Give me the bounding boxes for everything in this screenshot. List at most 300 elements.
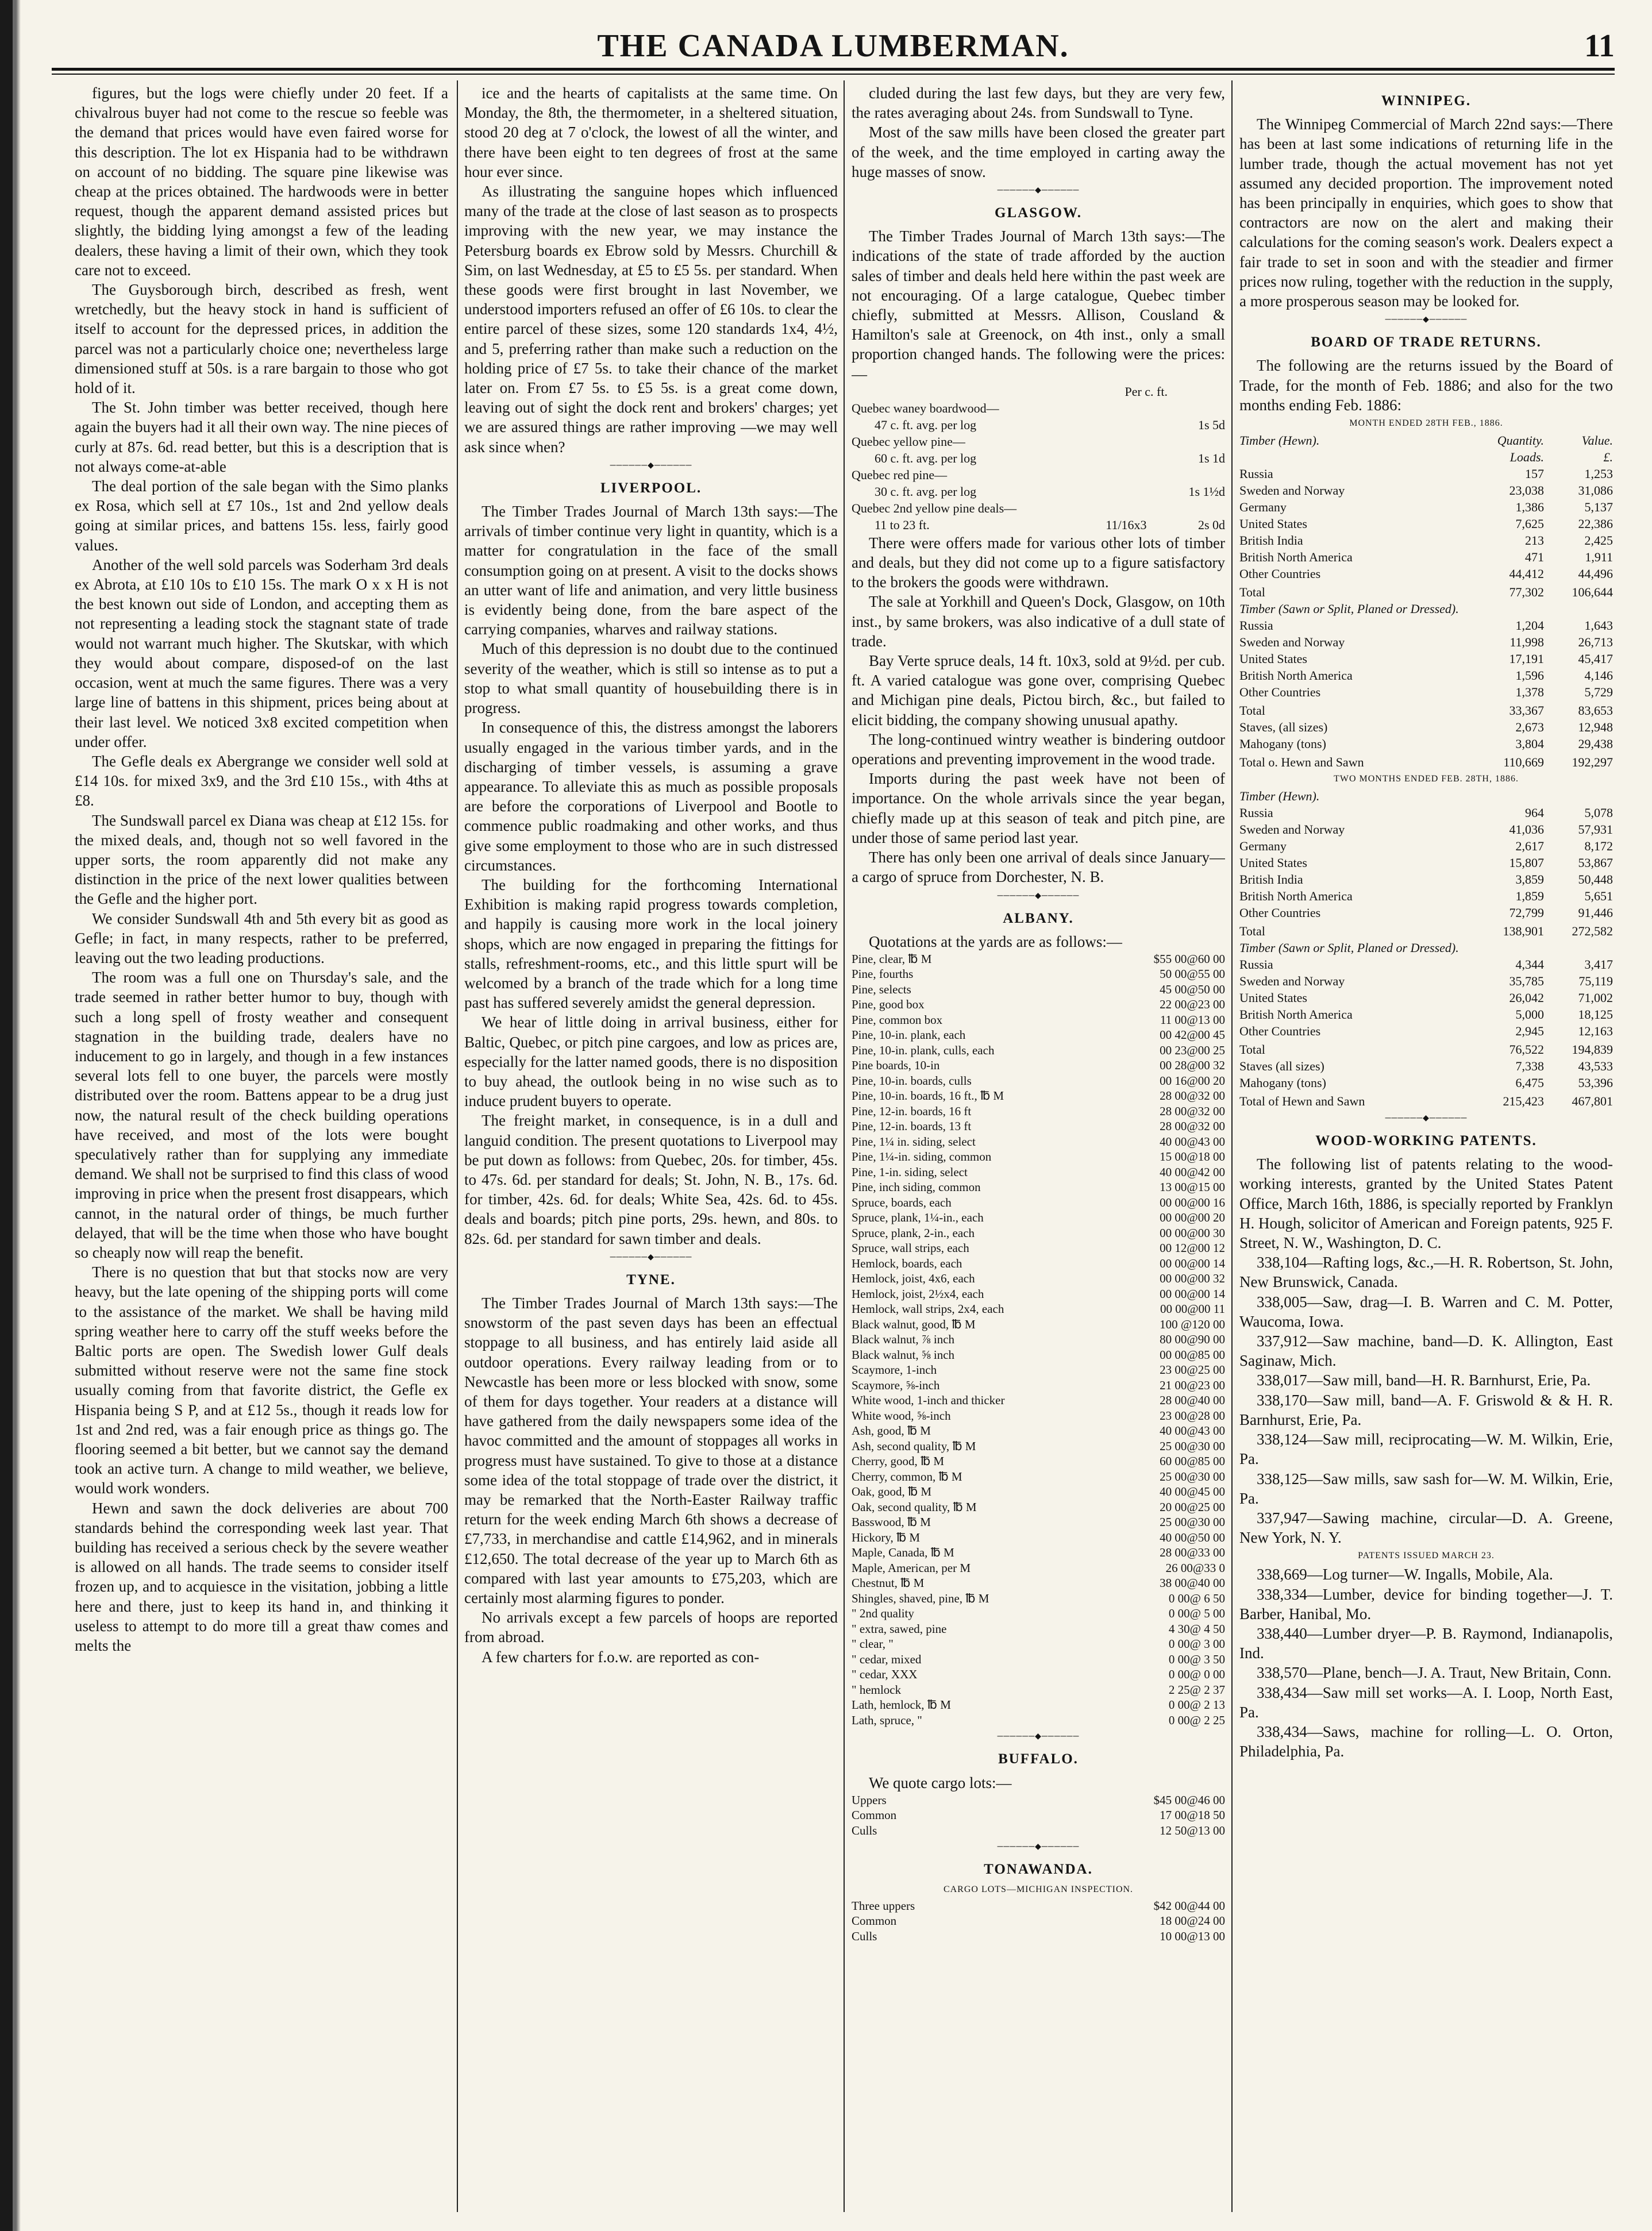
- table-cell: Other Countries: [1239, 1024, 1321, 1039]
- table-row: [1239, 821, 1613, 838]
- table-cell: £.: [1603, 450, 1613, 465]
- paragraph: There is no question that but that stocks now are very heavy, but the late opening of the shipping ports will come to the assistance of the market. We shall be having mild spring weather here to carry off the stuff weeks before the Baltic ports are open. The Swedish lower Gulf deals submitted without reserve were not the same fine stock usually coming from that favorite district, the Gefle ex Hispania being S P, and at £12 5s., though it reads low for 1st and 2nd red, was a fair enough price as things go. The flooring seemed a bit better, but we cannot say the demand took an active turn. A change to mild weather, we believe, would work wonders.: [75, 1263, 448, 1497]
- table-cell: Cherry, common, ℔ M: [852, 1469, 962, 1484]
- table-cell: 157: [1525, 467, 1544, 481]
- table-cell: Total: [1239, 703, 1265, 718]
- table-cell: 0 00@ 5 00: [1168, 1606, 1225, 1621]
- table-cell: 1,204: [1515, 618, 1544, 633]
- table-cell: 0 00@ 0 00: [1168, 1667, 1225, 1682]
- table-row: [1239, 956, 1613, 973]
- paragraph: We hear of little doing in arrival business, either for Baltic, Quebec, or pitch pine cargoes, and low as prices are, especially for the latter named goods, there is no disposition to buy ahead, the outlook being in no wise such as to induce prudent buyers to operate.: [464, 1014, 838, 1110]
- tyne-article: [464, 1293, 838, 1667]
- section-divider: ──────◆──────: [610, 1253, 692, 1262]
- table-cell: 194,839: [1572, 1042, 1613, 1057]
- table-row: [852, 1362, 1225, 1378]
- table-cell: 18 00@24 00: [1160, 1914, 1225, 1928]
- table-cell: 100 @120 00: [1160, 1317, 1225, 1331]
- table-row: [852, 1317, 1225, 1332]
- paragraph: No arrivals except a few parcels of hoops are reported from abroad.: [464, 1609, 838, 1646]
- table-row: [852, 1652, 1225, 1667]
- paragraph: The sale at Yorkhill and Queen's Dock, Glasgow, on 10th inst., by same brokers, was also indicative of a dull state of trade.: [852, 593, 1225, 650]
- paragraph: There were offers made for various other lots of timber and deals, but they did not come up to a figure satisfactory to the brokers the goods were withdrawn.: [852, 534, 1225, 591]
- masthead: [52, 28, 1615, 68]
- table-cell: 53,396: [1578, 1076, 1613, 1091]
- table-row: [852, 1484, 1225, 1500]
- board-of-trade-two-month-table: [1239, 788, 1613, 1109]
- table-cell: United States: [1239, 652, 1307, 666]
- table-cell: 28 00@40 00: [1160, 1393, 1225, 1408]
- two-months-heading: TWO MONTHS ENDED FEB. 28TH, 1886.: [1334, 774, 1519, 784]
- patents-intro: The following list of patents relating to the wood-working interests, granted by the United States Patent Office, March 16th, 1886, is specially reported by Franklyn H. Hough, solicitor of American and Foreign patents, 925 F. Street, N. W., Washington, D. C.: [1239, 1155, 1613, 1252]
- table-row: [1239, 871, 1613, 888]
- table-cell: Spruce, plank, 2-in., each: [852, 1226, 975, 1240]
- table-cell: Total o. Hewn and Sawn: [1239, 755, 1364, 770]
- table-cell: 28 00@32 00: [1160, 1089, 1225, 1103]
- table-cell: Pine, inch siding, common: [852, 1180, 981, 1195]
- table-cell: British North America: [1239, 1007, 1353, 1022]
- table-row: [1239, 804, 1613, 821]
- table-cell: " hemlock: [852, 1682, 902, 1697]
- table-cell: [1169, 467, 1225, 483]
- table-cell: " extra, sawed, pine: [852, 1621, 947, 1636]
- table-row: [1239, 1058, 1613, 1074]
- table-cell: Germany: [1239, 500, 1287, 515]
- table-cell: 80 00@90 00: [1160, 1332, 1225, 1347]
- table-cell: Cherry, good, ℔ M: [852, 1454, 945, 1469]
- table-cell: 2,673: [1515, 720, 1544, 735]
- table-cell: Pine, 10-in. boards, 16 ft., ℔ M: [852, 1089, 1004, 1103]
- table-row: [1239, 582, 1613, 600]
- table-cell: Maple, American, per M: [852, 1560, 971, 1575]
- paragraph: ice and the hearts of capitalists at the same time. On Monday, the 8th, the thermometer, in a sheltered situation, stood 20 deg at 7 o'clock, the lowest of all the winter, and there have been eight to ten degrees of frost at the same hour ever since.: [464, 84, 838, 180]
- table-cell: 4,146: [1584, 668, 1613, 683]
- paragraph: In consequence of this, the distress amongst the laborers usually engaged in the various timber yards, and in the discharging of timber vessels, is assuming a grave appearance. To alleviate this as much as possible proposals are before the corporations of Liverpool and Bootle to commence public roadmaking and other works, and thus give some employment to those who are in such distressed circumstances.: [464, 719, 838, 874]
- table-row: [852, 417, 1225, 433]
- patents-heading: WOOD-WORKING PATENTS.: [1315, 1133, 1537, 1149]
- table-row: [852, 1530, 1225, 1546]
- table-cell: [1106, 500, 1169, 517]
- table-cell: 91,446: [1578, 905, 1613, 920]
- table-row: [852, 1898, 1225, 1914]
- table-cell: Quantity.: [1497, 433, 1544, 448]
- column-1: [75, 83, 448, 2209]
- table-cell: 5,651: [1584, 889, 1613, 904]
- paragraph: Bay Verte spruce deals, 14 ft. 10x3, sold at 9½d. per cub. ft. A varied catalogue was gone over, comprising Quebec and Michigan pine deals, Pictou birch, &c., but failed to elicit bidding, the company showing unusual apathy.: [852, 652, 1225, 729]
- table-row: [852, 1058, 1225, 1073]
- column-3: [852, 83, 1225, 2209]
- table-row: [852, 1134, 1225, 1150]
- table-row: [1239, 667, 1613, 684]
- table-cell: Pine, 10-in. boards, culls: [852, 1073, 972, 1088]
- table-cell: Ash, second quality, ℔ M: [852, 1439, 976, 1453]
- table-cell: Pine, 10-in. plank, culls, each: [852, 1043, 995, 1057]
- table-cell: 26 00@33 0: [1165, 1560, 1225, 1575]
- table-row: [1239, 1074, 1613, 1091]
- table-cell: Mahogany (tons): [1239, 1076, 1326, 1091]
- buffalo-heading: BUFFALO.: [998, 1751, 1079, 1767]
- table-cell: 4,344: [1515, 957, 1544, 972]
- table-cell: 17 00@18 50: [1160, 1808, 1225, 1822]
- board-of-trade-intro: The following are the returns issued by the Board of Trade, for the month of Feb. 1886; and also for the two months ending Feb. 1886:: [1239, 357, 1613, 414]
- section-divider: ──────◆──────: [997, 186, 1080, 195]
- table-row: [852, 1408, 1225, 1424]
- table-row: [852, 1793, 1225, 1808]
- table-cell: 213: [1525, 533, 1544, 548]
- table-cell: 00 12@00 12: [1160, 1241, 1225, 1255]
- table-row: [852, 982, 1225, 997]
- table-cell: Timber (Hewn).: [1239, 433, 1320, 448]
- table-cell: 00 00@00 16: [1160, 1195, 1225, 1209]
- table-cell: 75,119: [1578, 974, 1613, 989]
- table-cell: Scaymore, 1-inch: [852, 1363, 937, 1377]
- table-header-row: [1239, 432, 1613, 449]
- table-cell: [1106, 450, 1169, 467]
- patent-item: 337,947—Sawing machine, circular—D. A. Greene, New York, N. Y.: [1239, 1509, 1613, 1547]
- paragraph: The long-continued wintry weather is bindering outdoor operations and preventing improvement in the wood trade.: [852, 730, 1225, 768]
- table-cell: $45 00@46 00: [1153, 1793, 1225, 1807]
- table-cell: 26,713: [1578, 635, 1613, 650]
- table-cell: 40 00@50 00: [1160, 1530, 1225, 1544]
- table-row: [852, 1423, 1225, 1439]
- table-cell: Chestnut, ℔ M: [852, 1576, 925, 1590]
- table-cell: 272,582: [1572, 924, 1613, 939]
- winnipeg-heading: WINNIPEG.: [1381, 93, 1472, 109]
- table-row: [1239, 1006, 1613, 1023]
- masthead-title: THE CANADA LUMBERMAN.: [597, 28, 1069, 64]
- table-cell: 00 00@00 32: [1160, 1271, 1225, 1286]
- table-cell: 00 00@00 20: [1160, 1211, 1225, 1225]
- table-cell: 215,423: [1503, 1094, 1544, 1109]
- table-row: [852, 1439, 1225, 1454]
- table-cell: 1,643: [1584, 618, 1613, 633]
- col2-intro: [464, 83, 838, 457]
- table-cell: 0 00@ 2 25: [1168, 1713, 1225, 1727]
- table-cell: Pine, selects: [852, 982, 911, 996]
- table-cell: 45 00@50 00: [1160, 982, 1225, 996]
- table-row: [852, 1621, 1225, 1637]
- table-cell: 60 c. ft. avg. per log: [875, 450, 977, 465]
- table-cell: 41,036: [1509, 822, 1544, 837]
- patent-item: 338,170—Saw mill, band—A. F. Griswold & & H. R. Barnhurst, Erie, Pa.: [1239, 1391, 1613, 1428]
- table-cell: 12 50@13 00: [1160, 1823, 1225, 1837]
- patent-item: 338,440—Lumber dryer—P. B. Raymond, Indianapolis, Ind.: [1239, 1624, 1613, 1662]
- table-cell: Sweden and Norway: [1239, 822, 1345, 837]
- table-cell: Total: [1239, 924, 1265, 939]
- table-cell: 18,125: [1578, 1007, 1613, 1022]
- table-cell: 8,172: [1584, 839, 1613, 854]
- paragraph: Most of the saw mills have been closed the greater part of the week, and the time employed in carting away the huge masses of snow.: [852, 124, 1225, 180]
- table-row: [852, 1256, 1225, 1271]
- table-cell: 23 00@28 00: [1160, 1408, 1225, 1423]
- table-cell: 192,297: [1572, 755, 1613, 770]
- paragraph: There has only been one arrival of deals since January—a cargo of spruce from Dorchester, N. B.: [852, 849, 1225, 886]
- table-cell: Quebec 2nd yellow pine deals—: [852, 500, 1017, 515]
- table-cell: Quebec waney boardwood—: [852, 400, 999, 415]
- table-cell: Black walnut, ⅝ inch: [852, 1347, 955, 1362]
- table-cell: 3,804: [1515, 737, 1544, 752]
- table-cell: Hemlock, wall strips, 2x4, each: [852, 1302, 1004, 1316]
- table-row: [1239, 684, 1613, 700]
- table-cell: Uppers: [852, 1793, 887, 1807]
- table-cell: Total: [1239, 585, 1265, 600]
- patent-item: 338,434—Saw mill set works—A. I. Loop, North East, Pa.: [1239, 1683, 1613, 1721]
- table-cell: Lath, spruce, ": [852, 1713, 922, 1727]
- tonawanda-price-table: [852, 1898, 1225, 1944]
- table-cell: 2,425: [1584, 533, 1613, 548]
- section-divider: ──────◆──────: [997, 891, 1080, 900]
- table-cell: " clear, ": [852, 1637, 894, 1651]
- buffalo-intro: We quote cargo lots:—: [869, 1774, 1012, 1791]
- patent-item: 338,104—Rafting logs, &c.,—H. R. Robertson, St. John, New Brunswick, Canada.: [1239, 1254, 1613, 1291]
- table-cell: 72,799: [1509, 905, 1544, 920]
- table-cell: 00 16@00 20: [1160, 1073, 1225, 1088]
- table-cell: 22,386: [1578, 517, 1613, 531]
- table-cell: Maple, Canada, ℔ M: [852, 1546, 954, 1560]
- table-cell: 2s 0d: [1197, 517, 1225, 532]
- table-cell: 3,417: [1584, 957, 1613, 972]
- table-cell: 25 00@30 00: [1160, 1469, 1225, 1484]
- table-cell: Russia: [1239, 806, 1273, 820]
- table-row: [852, 1027, 1225, 1043]
- page-number: 11: [1584, 28, 1615, 64]
- table-section-label: Timber (Hewn).: [1239, 789, 1320, 804]
- table-row: [852, 500, 1225, 517]
- table-cell: British North America: [1239, 889, 1353, 904]
- table-cell: United States: [1239, 517, 1307, 531]
- paragraph: figures, but the logs were chiefly under 20 feet. If a chivalrous buyer had not come to the rescue so feeble was the demand that prices would have even faired worse for this description. The lot ex Hispania had to be withdrawn on account of no bidding. The square pine likewise was cheap at the prices obtained. The hardwoods were in better request, though the apparent demand assisted prices but slightly, the bidding lying amongst a few of the leading dealers, these having a limit of their own, which they took care not to exceed.: [75, 84, 448, 279]
- table-row: [852, 1195, 1225, 1211]
- table-cell: 40 00@45 00: [1160, 1485, 1225, 1499]
- patent-item: 338,124—Saw mill, reciprocating—W. M. Wilkin, Erie, Pa.: [1239, 1431, 1613, 1468]
- table-cell: 50 00@55 00: [1160, 967, 1225, 981]
- table-row: [852, 1667, 1225, 1682]
- table-cell: [1106, 400, 1169, 417]
- table-cell: [1106, 467, 1169, 483]
- paragraph: The Timber Trades Journal of March 13th says:—The snowstorm of the past seven days has been an effectual stoppage to all business, and has entirely laid aside all outdoor operations. Every railway leading from or to Newcastle has been more or less blocked with snow, some of them for days together. Your readers at a distance will have gathered from the daily newspapers some idea of the havoc committed and the amount of stoppages all works in progress must have sustained. To give to those at a distance some idea of the total stoppage of trade over the district, it may be remarked that the North-Easter Railway traffic return for the week ending March 6th shows a decrease of £7,733, in merchandise and cattle £14,962, and in minerals £12,650. The total decrease of the year up to March 6th as compared with last year amounts to £75,203, which are certainly most alarming figures to ponder.: [464, 1294, 838, 1607]
- table-cell: White wood, ⅝-inch: [852, 1408, 951, 1423]
- table-cell: Mahogany (tons): [1239, 737, 1326, 752]
- patents-list-march-16: [1239, 1253, 1613, 1547]
- table-cell: 10 00@13 00: [1160, 1929, 1225, 1943]
- table-cell: 00 00@00 11: [1160, 1302, 1225, 1316]
- glasgow-heading: GLASGOW.: [995, 205, 1082, 221]
- table-row: [1239, 465, 1613, 482]
- paragraph: The Guysborough birch, described as fresh, went wretchedly, but the heavy stock in hand is sufficient of itself to account for the depressed prices, in addition the parcel was not a particularly choice one; nevertheless large dimensioned stuff at 50s. is a rare bargain to those who got hold of it.: [75, 281, 448, 397]
- table-cell: British North America: [1239, 550, 1353, 565]
- table-row: [1239, 482, 1613, 499]
- table-row: [1239, 617, 1613, 634]
- column-4: [1239, 83, 1613, 2209]
- table-cell: 23,038: [1509, 483, 1544, 498]
- table-cell: Loads.: [1509, 450, 1544, 465]
- table-cell: 44,412: [1509, 567, 1544, 581]
- table-cell: 00 00@00 30: [1160, 1226, 1225, 1240]
- table-cell: White wood, 1-inch and thicker: [852, 1393, 1005, 1408]
- table-cell: British India: [1239, 872, 1303, 887]
- table-cell: Total: [1239, 1042, 1265, 1057]
- table-row: [852, 1591, 1225, 1606]
- table-cell: 22 00@23 00: [1160, 997, 1225, 1012]
- table-cell: 12,163: [1578, 1024, 1613, 1039]
- table-cell: 83,653: [1578, 703, 1613, 718]
- table-cell: British North America: [1239, 668, 1353, 683]
- liverpool-article: [464, 502, 838, 1249]
- paragraph: We consider Sundswall 4th and 5th every bit as good as Gefle; in fact, in many respects, rather to be preferred, leaving out the two leading productions.: [75, 910, 448, 966]
- paragraph: Much of this depression is no doubt due to the continued severity of the weather, which is still so intense as to put a stop to what small quantity of housebuilding there is in progress.: [464, 640, 838, 717]
- table-cell: 0 00@ 3 00: [1168, 1637, 1225, 1651]
- table-cell: [1106, 417, 1169, 433]
- table-cell: 25 00@30 00: [1160, 1439, 1225, 1453]
- table-cell: Shingles, shaved, pine, ℔ M: [852, 1591, 989, 1605]
- table-row: [852, 1119, 1225, 1134]
- table-cell: 45,417: [1578, 652, 1613, 666]
- albany-intro: Quotations at the yards are as follows:—: [869, 933, 1122, 950]
- winnipeg-article: [1239, 114, 1613, 311]
- table-cell: 2,945: [1515, 1024, 1544, 1039]
- table-row: [1239, 921, 1613, 939]
- table-row: [852, 1210, 1225, 1226]
- table-cell: Pine, 1¼-in. siding, common: [852, 1150, 992, 1164]
- table-cell: 21 00@23 00: [1160, 1378, 1225, 1392]
- table-cell: 3,859: [1515, 872, 1544, 887]
- table-row: [852, 1545, 1225, 1560]
- table-cell: Basswood, ℔ M: [852, 1515, 931, 1529]
- table-cell: 110,669: [1503, 755, 1544, 770]
- table-cell: [1239, 449, 1469, 465]
- table-cell: 25 00@30 00: [1160, 1515, 1225, 1529]
- table-cell: 23 00@25 00: [1160, 1363, 1225, 1377]
- section-divider: ──────◆──────: [1385, 1114, 1468, 1123]
- table-cell: 964: [1525, 806, 1544, 820]
- table-row: [852, 1636, 1225, 1652]
- table-cell: 11/16x3: [1106, 517, 1147, 532]
- table-section-label: Timber (Sawn or Split, Planed or Dressed).: [1239, 602, 1459, 616]
- table-row: [852, 1500, 1225, 1515]
- table-cell: Sweden and Norway: [1239, 635, 1345, 650]
- table-cell: 467,801: [1572, 1094, 1613, 1109]
- table-cell: 17,191: [1509, 652, 1544, 666]
- table-cell: 77,302: [1509, 585, 1544, 600]
- table-row: [852, 1575, 1225, 1591]
- table-cell: 0 00@ 2 13: [1168, 1698, 1225, 1712]
- patents-subheading: PATENTS ISSUED MARCH 23.: [1358, 1551, 1495, 1561]
- table-row: [1239, 735, 1613, 752]
- table-cell: Hemlock, joist, 4x6, each: [852, 1271, 975, 1286]
- table-cell: Pine, fourths: [852, 967, 914, 981]
- table-cell: Pine, 12-in. boards, 13 ft: [852, 1119, 972, 1134]
- table-row: [852, 1043, 1225, 1058]
- table-row: [852, 1697, 1225, 1713]
- table-cell: 28 00@32 00: [1160, 1119, 1225, 1134]
- table-row: [1239, 532, 1613, 549]
- table-row: [852, 1271, 1225, 1286]
- paragraph: cluded during the last few days, but they are very few, the rates averaging about 24s. from Sundswall to Tyne.: [852, 84, 1225, 122]
- table-cell: 11 to 23 ft.: [875, 517, 930, 532]
- liverpool-heading: LIVERPOOL.: [600, 480, 702, 496]
- table-cell: 15 00@18 00: [1160, 1150, 1225, 1164]
- patent-item: 338,005—Saw, drag—I. B. Warren and C. M. Potter, Waucoma, Iowa.: [1239, 1293, 1613, 1330]
- table-row: [852, 400, 1225, 417]
- table-cell: 1,859: [1515, 889, 1544, 904]
- table-cell: " cedar, XXX: [852, 1667, 918, 1682]
- patent-item: 338,017—Saw mill, band—H. R. Barnhurst, Erie, Pa.: [1257, 1371, 1591, 1389]
- table-cell: 33,367: [1509, 703, 1544, 718]
- table-cell: 71,002: [1578, 991, 1613, 1005]
- table-cell: 00 00@85 00: [1160, 1347, 1225, 1362]
- table-row: [852, 1012, 1225, 1028]
- table-cell: Culls: [852, 1929, 877, 1943]
- table-cell: 11 00@13 00: [1160, 1012, 1225, 1027]
- table-cell: [1106, 433, 1169, 450]
- table-row: [1239, 600, 1613, 617]
- table-cell: Pine, common box: [852, 1012, 943, 1027]
- section-divider: ──────◆──────: [997, 1732, 1080, 1741]
- table-row: [1239, 854, 1613, 871]
- table-cell: Ash, good, ℔ M: [852, 1424, 931, 1438]
- table-cell: 7,625: [1515, 517, 1544, 531]
- table-cell: Pine, 10-in. plank, each: [852, 1028, 966, 1042]
- table-cell: 6,475: [1515, 1076, 1544, 1091]
- table-cell: 76,522: [1509, 1042, 1544, 1057]
- table-cell: 40 00@42 00: [1160, 1165, 1225, 1179]
- table-cell: 471: [1525, 550, 1544, 565]
- table-cell: 20 00@25 00: [1160, 1500, 1225, 1514]
- board-of-trade-month-table: [1239, 432, 1613, 770]
- table-cell: Other Countries: [1239, 905, 1321, 920]
- table-cell: 5,078: [1584, 806, 1613, 820]
- column-rule: [457, 80, 458, 2212]
- table-row: [852, 1469, 1225, 1485]
- paragraph: The St. John timber was better received, though here again the buyers had it all their own way. The nine pieces of curly at 87s. 6d. read better, but this is a description that is not always come-at-able: [75, 399, 448, 475]
- table-cell: " cedar, mixed: [852, 1652, 922, 1666]
- table-cell: Sweden and Norway: [1239, 483, 1345, 498]
- table-cell: 5,729: [1584, 685, 1613, 700]
- table-row: [852, 517, 1225, 533]
- table-cell: 4 30@ 4 50: [1168, 1621, 1225, 1636]
- table-cell: Pine, 1¼ in. siding, select: [852, 1134, 976, 1149]
- paragraph: Hewn and sawn the dock deliveries are about 700 standards behind the corresponding week last year. That building has received a serious check by the severe weather is allowed on all hands. The trade seems to consider itself frozen up, and to acquiesce in the visitation, jobbing a little here and there, just to keep its hand in, and thinking it useless to attempt to do more till a great thaw comes and melts the: [75, 1499, 448, 1655]
- table-row: [1239, 650, 1613, 667]
- table-cell: 00 42@00 45: [1160, 1028, 1225, 1042]
- table-row: [852, 1165, 1225, 1180]
- table-cell: 1,378: [1515, 685, 1544, 700]
- table-row: [852, 467, 1225, 483]
- table-cell: Pine boards, 10-in: [852, 1058, 940, 1073]
- table-cell: 43,533: [1578, 1059, 1613, 1074]
- paragraph: A few charters for f.o.w. are reported as con-: [482, 1648, 760, 1666]
- paragraph: The Winnipeg Commercial of March 22nd says:—There has been at last some indications of returning life in the lumber trade, though the actual movement has not yet assumed any decided proportion. The improvement noted has been principally in enquiries, which goes to show that contractors are now on the alert and making their calculations for the coming season's work. Dealers expect a fair trade to set in soon and with the steadier and firmer prices now ruling, together with the reduction in the supply, a more prosperous season may be looked for.: [1239, 115, 1613, 310]
- table-cell: 1,253: [1584, 467, 1613, 481]
- table-cell: 60 00@85 00: [1160, 1454, 1225, 1469]
- table-cell: 00 28@00 32: [1160, 1058, 1225, 1073]
- table-cell: Hemlock, joist, 2½x4, each: [852, 1286, 984, 1301]
- table-row: [852, 1913, 1225, 1929]
- section-divider: ──────◆──────: [1385, 315, 1468, 325]
- table-cell: Spruce, wall strips, each: [852, 1241, 969, 1255]
- table-row: [1239, 989, 1613, 1006]
- table-row: [852, 1454, 1225, 1469]
- table-cell: $42 00@44 00: [1153, 1898, 1225, 1913]
- table-cell: 0 00@ 3 50: [1168, 1652, 1225, 1666]
- paragraph: As illustrating the sanguine hopes which influenced many of the trade at the close of last season as to prospects improving with the new year, we may instance the Petersburg boards ex Ebrow sold by Messrs. Churchill & Sim, on last Wednesday, at £5 to £5 5s. per standard. When these goods were first brought in last November, we understood importers refused an offer of £6 10s. to clear the entire parcel of these sizes, some 120 standards 1x4, 4½, and 5, preferring rather than make such a reduction on the holding price of £7 5s. to take their chance of the market later on. From £7 5s. to £5 5s. is a great come down, leaving out of sight the dock rent and brokers' charges; yet we are assured things are rather improving —we may well ask since when?: [464, 183, 838, 456]
- table-row: [1239, 634, 1613, 650]
- table-cell: [1169, 433, 1225, 450]
- table-cell: 13 00@15 00: [1160, 1180, 1225, 1195]
- paragraph: The deal portion of the sale began with the Simo planks ex Rosa, which sell at £7 10s., 1st and 2nd yellow deals going at similar prices, and battens 15s. less, fairly good values.: [75, 477, 448, 554]
- table-row: [852, 1808, 1225, 1823]
- glasgow-price-table: [852, 400, 1225, 533]
- table-cell: Quebec red pine—: [852, 467, 948, 482]
